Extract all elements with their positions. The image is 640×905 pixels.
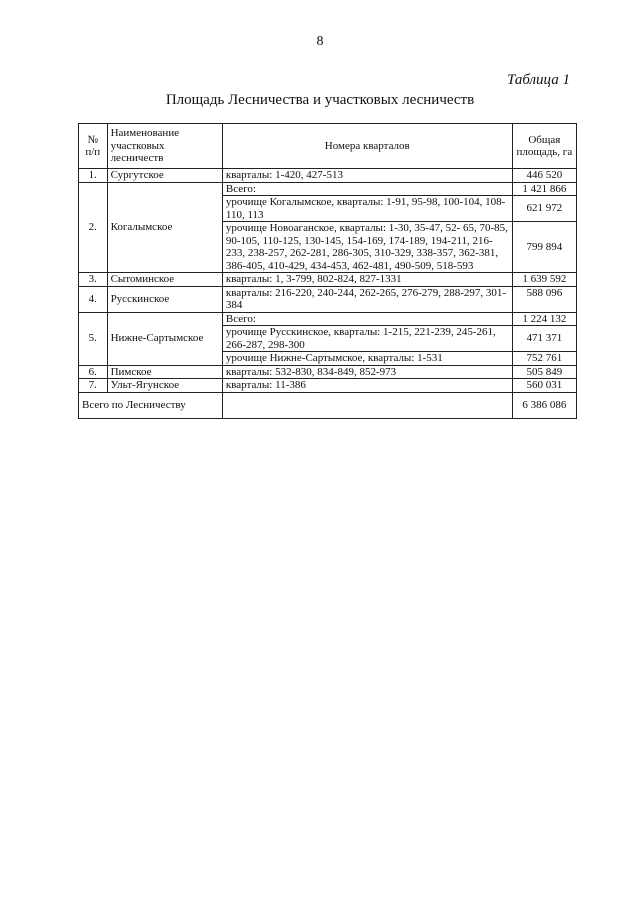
- table-label: Таблица 1: [507, 72, 570, 88]
- header-area: Общая площадь, га: [512, 124, 576, 169]
- table-row: [79, 182, 577, 196]
- row-number: 5.: [79, 312, 108, 365]
- row-total-area: 1 224 132: [512, 312, 576, 326]
- grand-total-area: 6 386 086: [512, 392, 576, 418]
- row-area: 446 520: [512, 169, 576, 183]
- subrow-area: 752 761: [512, 352, 576, 366]
- row-area: 1 639 592: [512, 273, 576, 287]
- forestry-area-table: [78, 123, 577, 419]
- row-total-area: 1 421 866: [512, 182, 576, 196]
- row-quarters: кварталы: 532-830, 834-849, 852-973: [222, 365, 512, 379]
- document-title: Площадь Лесничества и участковых лесничеств: [165, 92, 475, 108]
- header-quarters: Номера кварталов: [222, 124, 512, 169]
- row-number: 1.: [79, 169, 108, 183]
- row-name: Пимское: [107, 365, 222, 379]
- table-row: [79, 365, 577, 379]
- row-quarters: кварталы: 216-220, 240-244, 262-265, 276-279, 288-297, 301-384: [222, 286, 512, 312]
- row-area: 588 096: [512, 286, 576, 312]
- subrow-area: 471 371: [512, 326, 576, 352]
- row-name: Сургутское: [107, 169, 222, 183]
- row-number: 7.: [79, 379, 108, 393]
- grand-total-label: Всего по Лесничеству: [79, 392, 223, 418]
- table-row: [79, 273, 577, 287]
- row-number: 2.: [79, 182, 108, 273]
- table-header-row: [79, 124, 577, 169]
- header-number: № п/п: [79, 124, 108, 169]
- row-quarters: кварталы: 11-386: [222, 379, 512, 393]
- grand-total-empty-cell: [222, 392, 512, 418]
- row-quarters: кварталы: 1-420, 427-513: [222, 169, 512, 183]
- row-name: Сытоминское: [107, 273, 222, 287]
- table-row: [79, 286, 577, 312]
- subrow-quarters: урочище Новоаганское, кварталы: 1-30, 35-47, 52- 65, 70-85, 90-105, 110-125, 130-145, 154-169, 174-189, 194-211, 216-233, 238-257, 262-281, 286-305, 310-329, 338-357, 362-381, 386-405, 410-429, 434-453, 462-481, 490-509, 518-593: [222, 222, 512, 273]
- row-name: Когалымское: [107, 182, 222, 273]
- subrow-area: 799 894: [512, 222, 576, 273]
- page-number: 8: [316, 34, 324, 49]
- subrow-area: 621 972: [512, 196, 576, 222]
- subrow-quarters: урочище Русскинское, кварталы: 1-215, 221-239, 245-261, 266-287, 298-300: [222, 326, 512, 352]
- row-quarters: кварталы: 1, 3-799, 802-824, 827-1331: [222, 273, 512, 287]
- row-area: 505 849: [512, 365, 576, 379]
- table-row: [79, 312, 577, 326]
- grand-total-row: [79, 392, 577, 418]
- subrow-quarters: урочище Нижне-Сартымское, кварталы: 1-531: [222, 352, 512, 366]
- row-number: 3.: [79, 273, 108, 287]
- subrow-quarters: урочище Когалымское, кварталы: 1-91, 95-98, 100-104, 108-110, 113: [222, 196, 512, 222]
- row-area: 560 031: [512, 379, 576, 393]
- row-name: Нижне-Сартымское: [107, 312, 222, 365]
- row-total-label: Всего:: [222, 182, 512, 196]
- row-number: 6.: [79, 365, 108, 379]
- row-number: 4.: [79, 286, 108, 312]
- table-row: [79, 169, 577, 183]
- row-total-label: Всего:: [222, 312, 512, 326]
- table-row: [79, 379, 577, 393]
- row-name: Ульт-Ягунское: [107, 379, 222, 393]
- row-name: Русскинское: [107, 286, 222, 312]
- header-name: Наименование участковых лесничеств: [107, 124, 222, 169]
